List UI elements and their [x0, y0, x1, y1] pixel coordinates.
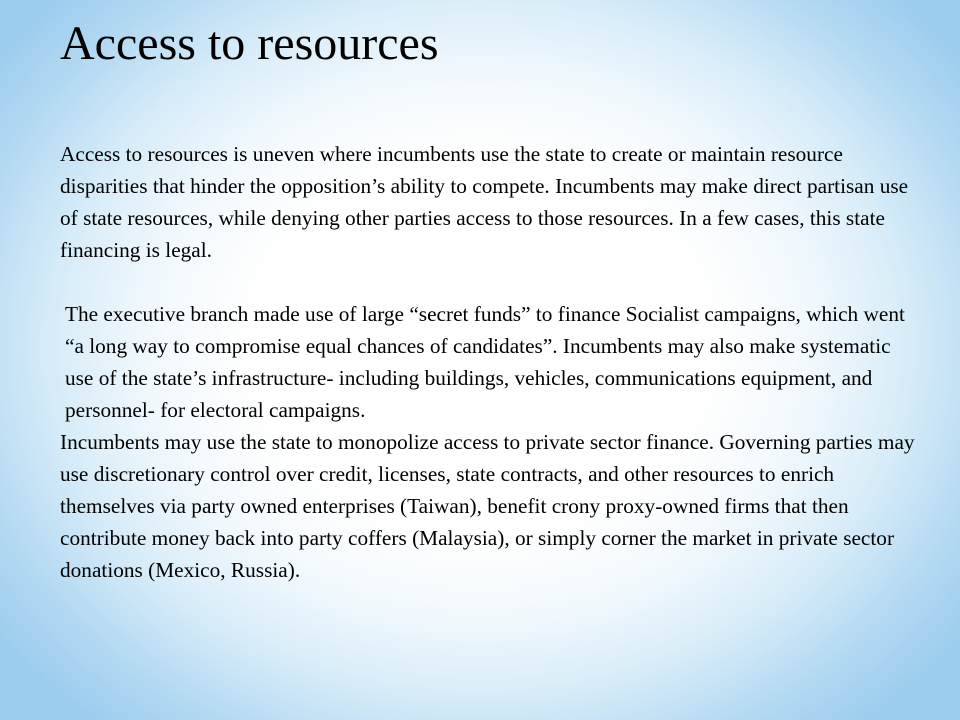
- paragraph-secret-funds: The executive branch made use of large “secret funds” to finance Socialist campaigns, which went “a long way to compromise equal chances of candidates”. Incumbents may also make systematic use of the state’s infrastructure- including buildings, vehicles, communications equipment, and personnel- for electoral campaigns.: [65, 302, 905, 422]
- paragraph-private-finance: Incumbents may use the state to monopolize access to private sector finance. Governing parties may use discretionary control over credit, licenses, state contracts, and other resources to enrich themselves via party owned enterprises (Taiwan), benefit crony proxy-owned firms that then contribute money back into party coffers (Malaysia), or simply corner the market in private sector donations (Mexico, Russia).: [60, 430, 915, 582]
- paragraph-spacer: [60, 266, 920, 298]
- slide-body: [60, 138, 920, 586]
- paragraph-access-definition: Access to resources is uneven where incumbents use the state to create or maintain resource disparities that hinder the opposition’s ability to compete. Incumbents may make direct partisan use of state resources, while denying other parties access to those resources. In a few cases, this state financing is legal.: [60, 142, 909, 262]
- slide-title: Access to resources: [60, 17, 439, 70]
